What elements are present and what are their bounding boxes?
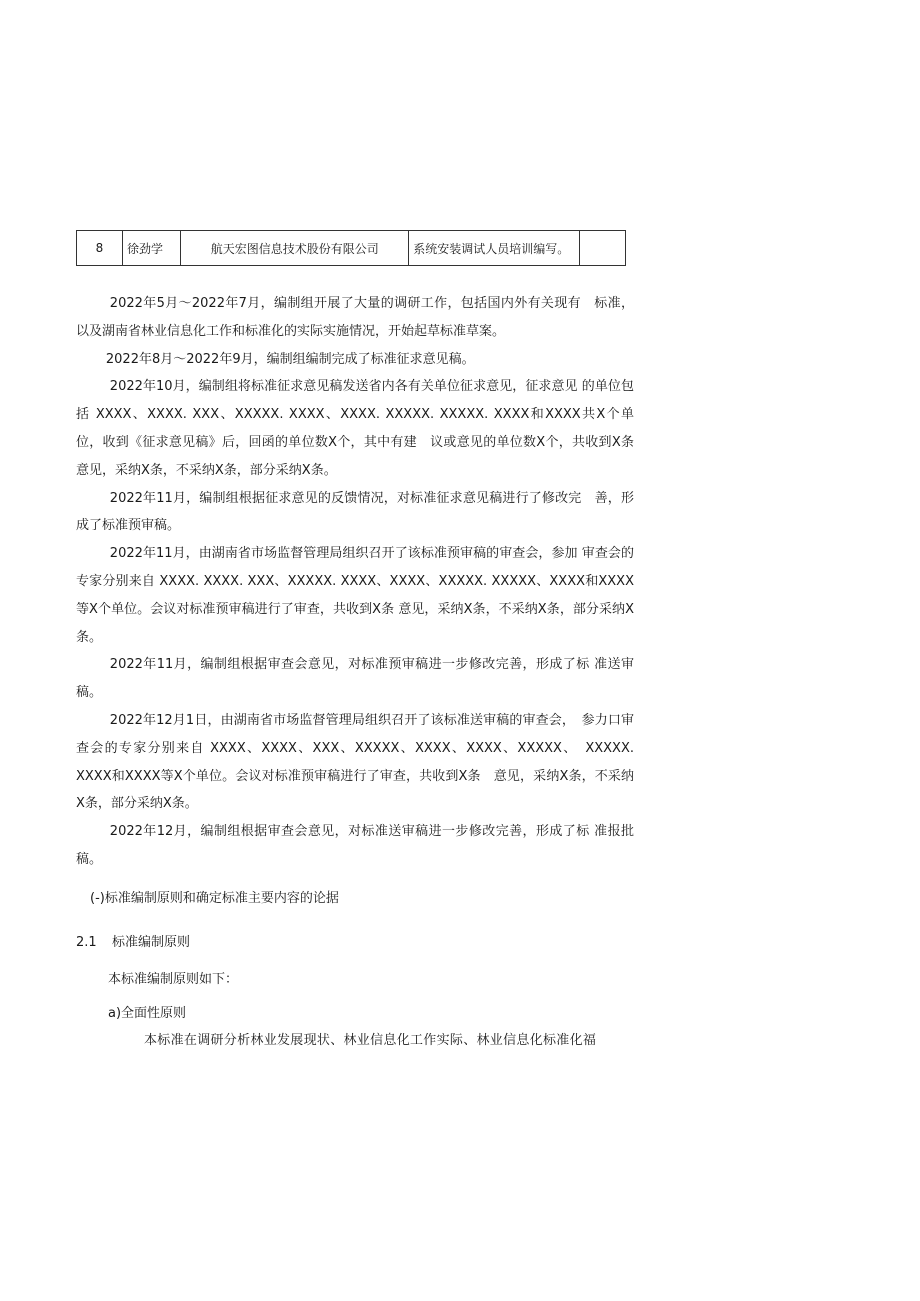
paragraph: 2022年11月，编制组根据审查会意见，对标准预审稿进一步修改完善，形成了标 准送审稿。 [76, 657, 634, 701]
subsection-title: 标准编制原则 [112, 935, 191, 950]
task-cell: 系统安装调试人员培训编写。 [409, 231, 580, 266]
history-section [76, 290, 634, 874]
paragraph: 2022年11月，由湖南省市场监督管理局组织召开了该标准预审稿的审查会，参加 审查会的专家分别来自 XXXX. XXXX. XXX、XXXXX. XXXX、XXXX、XXXXX. XXXXX、XXXX和XXXX等X个单位。会议对标准预审稿进行了审查，共收到X条 意见，采纳X条，不采纳X条，部分采纳X条。 [76, 546, 634, 645]
intro-text: 本标准编制原则如下： [108, 972, 239, 987]
paragraph: 2022年12月1日，由湖南省市场监督管理局组织召开了该标准送审稿的审查会， 参力口审查会的专家分别来自 XXXX、XXXX、XXX、XXXXX、XXXX、XXXX、XXXXX、 XXXXX. XXXX和XXXX等X个单位。会议对标准预审稿进行了审查，共收到X条 意见，采纳X条，不采纳X条，部分采纳X条。 [76, 712, 634, 812]
note-cell [579, 231, 625, 266]
table-row [77, 231, 626, 266]
name-cell: 徐劲学 [123, 231, 181, 266]
principle-text: 本标准在调研分析林业发展现状、林业信息化工作实际、林业信息化标准化福 [144, 1033, 597, 1048]
staff-table [76, 230, 626, 266]
paragraph: 2022年10月，编制组将标准征求意见稿发送省内各有关单位征求意见，征求意见 的单位包括 XXXX、XXXX. XXX、XXXXX. XXXX、XXXX. XXXXX. XXXXX. XXXX和XXXX共X个单位，收到《征求意见稿》后，回函的单位数X个，其中有建 议或意见的单位数X个，共收到X条意见，采纳X条，不采纳X条，部分采纳X条。 [76, 379, 634, 478]
paragraph: 2022年12月，编制组根据审查会意见，对标准送审稿进一步修改完善，形成了标 准报批稿。 [76, 824, 634, 867]
paragraph: 2022年5月～2022年7月，编制组开展了大量的调研工作，包括国内外有关现有 标准，以及湖南省林业信息化工作和标准化的实际实施情况，开始起草标准草案。 [76, 296, 634, 339]
paragraph: 2022年11月，编制组根据征求意见的反馈情况，对标准征求意见稿进行了修改完 善，形成了标准预审稿。 [76, 490, 634, 534]
principle-heading: a)全面性原则 [108, 1006, 187, 1021]
paragraph: 2022年8月～2022年9月，编制组编制完成了标准征求意见稿。 [105, 351, 475, 367]
row-number-cell: 8 [77, 231, 123, 266]
organization-cell: 航天宏图信息技术股份有限公司 [181, 231, 409, 266]
subsection-heading [76, 930, 190, 956]
subsection-number: 2.1 [76, 935, 97, 950]
section-heading: (-)标准编制原则和确定标准主要内容的论据 [90, 891, 339, 906]
